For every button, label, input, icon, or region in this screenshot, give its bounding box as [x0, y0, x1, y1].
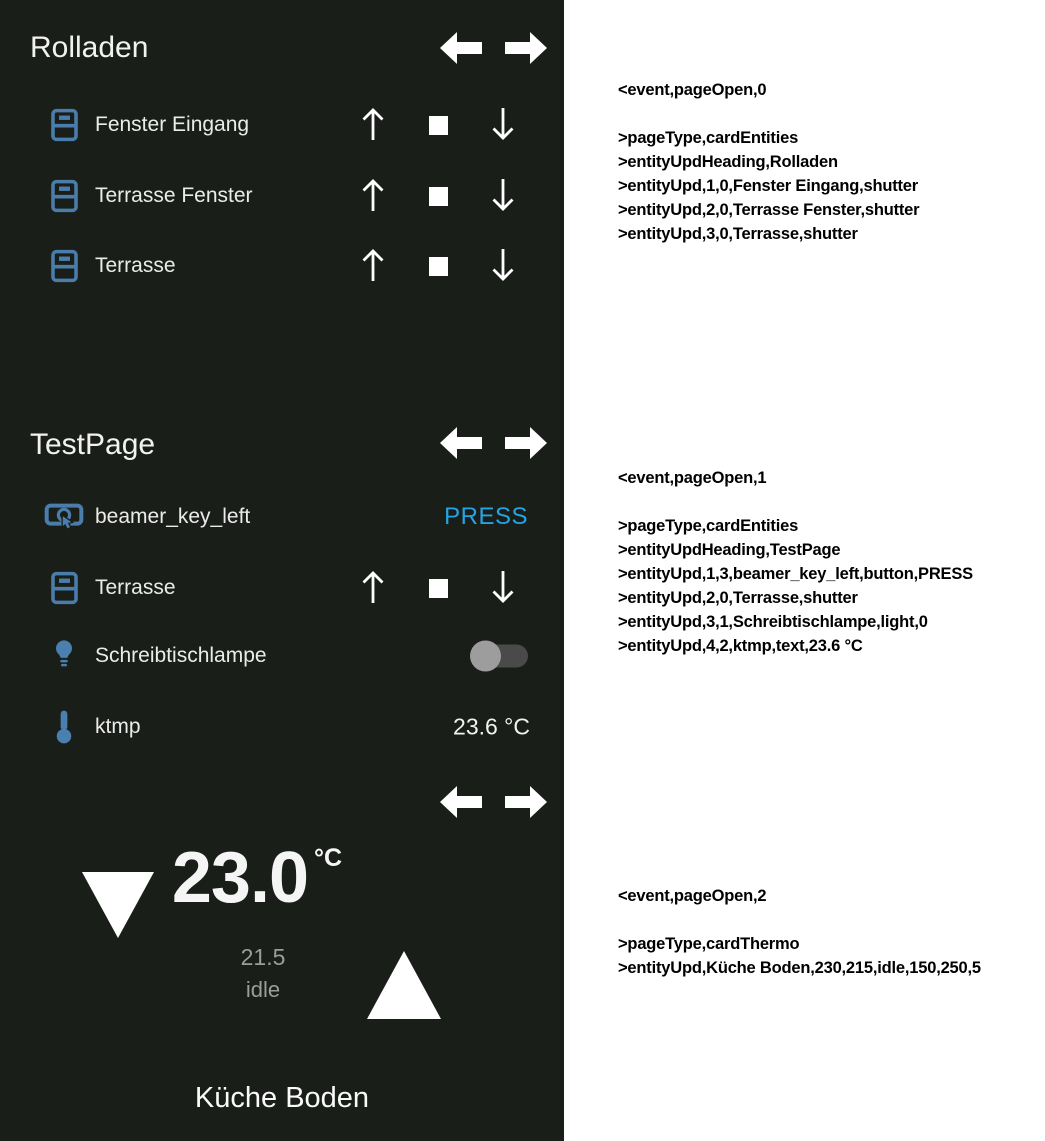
- log-line: >entityUpd,3,0,Terrasse,shutter: [618, 225, 858, 243]
- stop-square-icon: [429, 579, 448, 598]
- window-shutter-icon: [44, 107, 84, 144]
- shutter-stop-button[interactable]: [416, 566, 460, 610]
- toggle-knob: [470, 641, 501, 672]
- entity-label: Terrasse Fenster: [95, 184, 253, 207]
- page-prev-button[interactable]: [440, 786, 482, 818]
- arrow-left-bold-icon: [440, 806, 482, 821]
- log-line: >entityUpdHeading,TestPage: [618, 541, 841, 559]
- window-shutter-icon: [44, 248, 84, 285]
- light-toggle-switch[interactable]: [478, 645, 528, 668]
- arrow-right-bold-icon: [505, 806, 547, 821]
- window-shutter-icon: [44, 570, 84, 607]
- arrow-right-bold-icon: [505, 52, 547, 67]
- current-temperature-value: 23.0: [171, 838, 309, 918]
- page-prev-button[interactable]: [440, 32, 482, 64]
- shutter-stop-button[interactable]: [416, 103, 460, 147]
- shutter-up-button[interactable]: [351, 566, 395, 610]
- serial-log-block-0: [618, 78, 1038, 246]
- arrow-up-icon: [360, 176, 386, 217]
- log-line: >entityUpd,4,2,ktmp,text,23.6 °C: [618, 637, 863, 655]
- shutter-up-button[interactable]: [351, 244, 395, 288]
- triangle-down-icon: [82, 872, 154, 953]
- arrow-left-bold-icon: [440, 52, 482, 67]
- triangle-up-icon: [367, 936, 441, 1019]
- arrow-up-icon: [360, 105, 386, 146]
- entity-row: [0, 566, 564, 610]
- stop-square-icon: [429, 257, 448, 276]
- log-line: >entityUpd,Küche Boden,230,215,idle,150,250,5: [618, 959, 981, 977]
- stop-square-icon: [429, 187, 448, 206]
- entity-row: [0, 634, 564, 678]
- window-shutter-icon: [44, 178, 84, 215]
- press-button[interactable]: PRESS: [444, 503, 528, 530]
- arrow-down-icon: [490, 176, 516, 217]
- temp-decrease-button[interactable]: [78, 908, 158, 982]
- entity-label: Terrasse: [95, 254, 176, 277]
- entity-row: [0, 495, 564, 539]
- log-event-line: <event,pageOpen,2: [618, 887, 767, 905]
- temperature-unit: °C: [314, 844, 343, 872]
- shutter-down-button[interactable]: [481, 103, 525, 147]
- log-line: >entityUpd,1,3,beamer_key_left,button,PRESS: [618, 565, 973, 583]
- log-line: >pageType,cardEntities: [618, 517, 799, 535]
- card-heading-rolladen: Rolladen: [30, 31, 149, 64]
- shutter-down-button[interactable]: [481, 566, 525, 610]
- thermometer-icon: [44, 707, 84, 747]
- arrow-down-icon: [490, 568, 516, 609]
- entity-row: [0, 244, 564, 288]
- page-next-button[interactable]: [505, 427, 547, 459]
- log-line: >pageType,cardEntities: [618, 129, 799, 147]
- entity-row: [0, 705, 564, 749]
- shutter-down-button[interactable]: [481, 174, 525, 218]
- arrow-left-bold-icon: [440, 447, 482, 462]
- log-line: >pageType,cardThermo: [618, 935, 800, 953]
- entity-row: [0, 174, 564, 218]
- page-next-button[interactable]: [505, 786, 547, 818]
- arrow-down-icon: [490, 246, 516, 287]
- entity-label: beamer_key_left: [95, 505, 251, 528]
- temp-increase-button[interactable]: [364, 906, 444, 980]
- log-line: >entityUpd,3,1,Schreibtischlampe,light,0: [618, 613, 928, 631]
- entity-row: [0, 103, 564, 147]
- entity-label: Fenster Eingang: [95, 113, 250, 136]
- thermostat-title: Küche Boden: [194, 1082, 370, 1114]
- arrow-right-bold-icon: [505, 447, 547, 462]
- shutter-up-button[interactable]: [351, 174, 395, 218]
- log-event-line: <event,pageOpen,1: [618, 469, 767, 487]
- entity-label: Schreibtischlampe: [95, 644, 267, 667]
- lightbulb-icon: [44, 636, 84, 676]
- arrow-down-icon: [490, 105, 516, 146]
- shutter-stop-button[interactable]: [416, 174, 460, 218]
- arrow-up-icon: [360, 246, 386, 287]
- shutter-up-button[interactable]: [351, 103, 395, 147]
- entity-label: ktmp: [95, 715, 141, 738]
- log-event-line: <event,pageOpen,0: [618, 81, 767, 99]
- stop-square-icon: [429, 116, 448, 135]
- log-line: >entityUpdHeading,Rolladen: [618, 153, 838, 171]
- log-line: >entityUpd,2,0,Terrasse,shutter: [618, 589, 858, 607]
- page-next-button[interactable]: [505, 32, 547, 64]
- hvac-state: idle: [245, 977, 281, 1002]
- arrow-up-icon: [360, 568, 386, 609]
- entity-value-text: 23.6 °C: [453, 713, 530, 740]
- entity-label: Terrasse: [95, 576, 176, 599]
- log-line: >entityUpd,2,0,Terrasse Fenster,shutter: [618, 201, 920, 219]
- shutter-stop-button[interactable]: [416, 244, 460, 288]
- gesture-tap-button-icon: [44, 498, 84, 536]
- serial-log-block-2: [618, 884, 1038, 980]
- log-line: >entityUpd,1,0,Fenster Eingang,shutter: [618, 177, 918, 195]
- page-prev-button[interactable]: [440, 427, 482, 459]
- serial-log-block-1: [618, 466, 1038, 658]
- card-heading-testpage: TestPage: [30, 428, 156, 461]
- target-temperature: 21.5: [240, 944, 286, 970]
- shutter-down-button[interactable]: [481, 244, 525, 288]
